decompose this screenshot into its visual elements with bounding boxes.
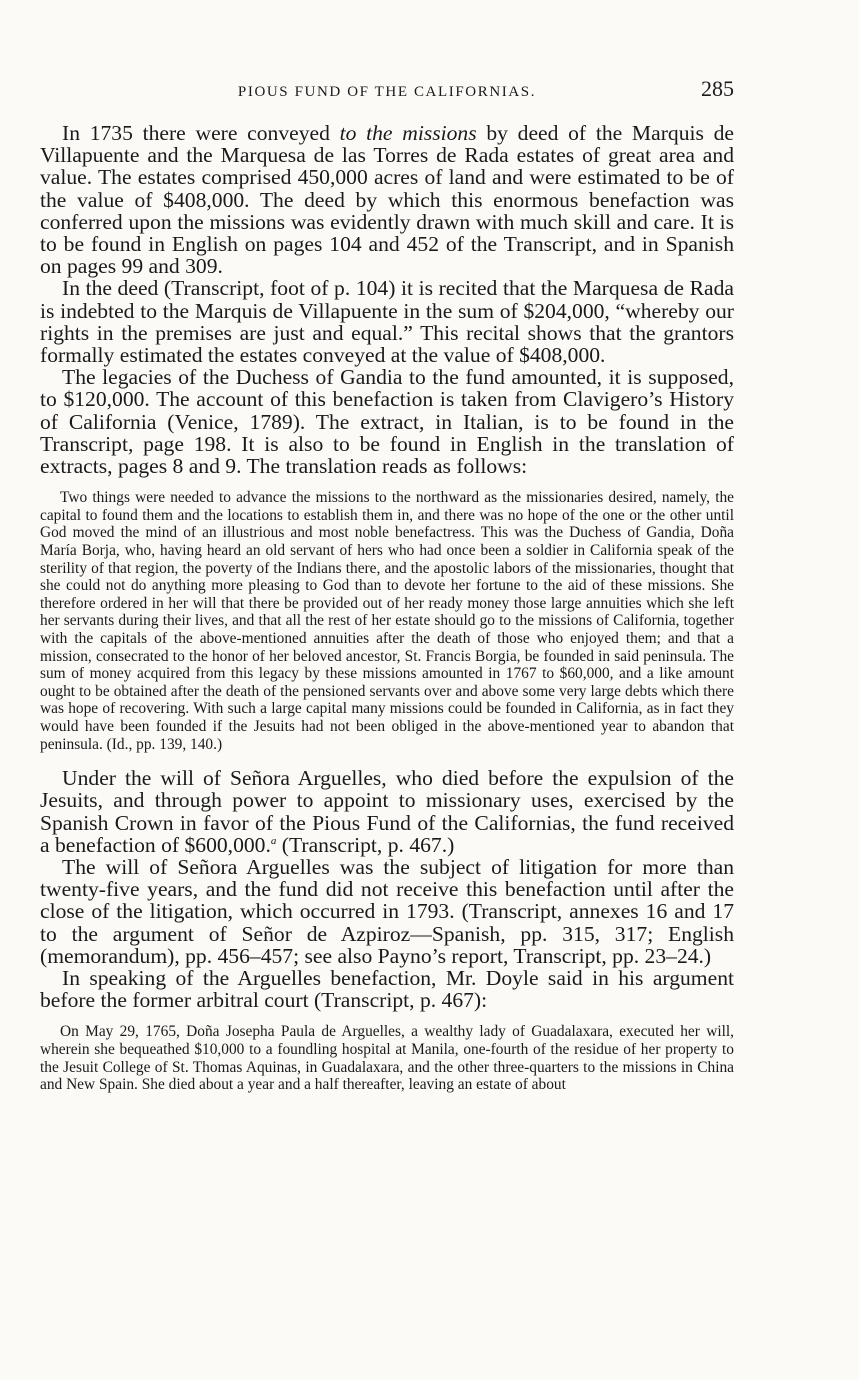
- paragraph-arguelles-litigation: The will of Señora Arguelles was the subject of litigation for more than twenty-five years, and the fund did not receive this benefaction until after the close of the litigation, which occurred in 1793. (Transcript, annexes 16 and 17 to the argument of Señor de Azpiroz—Spanish, pp. 315, 317; English (memorandum), pp. 456–457; see also Payno’s report, Transcript, pp. 23–24.): [40, 854, 734, 968]
- paragraph-text: by deed of the Marquis de Villapuente and the Marquesa de las Torres de Rada estates of great area and value. The estates comprised 450,000 acres of land and were estimated to be of the value of $408,000. The deed by which this enormous benefaction was conferred upon the missions was evidently drawn with much skill and care. It is to be found in English on pages 104 and 452 of the Transcript, and in Spanish on pages 99 and 309.: [40, 121, 735, 279]
- paragraph-doyle-argument: In speaking of the Arguelles benefaction, Mr. Doyle said in his argument before the former arbitral court (Transcript, p. 467):: [40, 965, 734, 1013]
- extract-doyle-quote: On May 29, 1765, Doña Josepha Paula de Arguelles, a wealthy lady of Guadalaxara, executed her will, wherein she bequeathed $10,000 to a foundling hospital at Manila, one-fourth of the residue of her property to the Jesuit College of St. Thomas Aquinas, in Guadalaxara, and the other three-quarters to the missions in China and New Spain. She died about a year and a half thereafter, leaving an estate of about: [40, 1023, 734, 1094]
- paragraph-arguelles-will: [40, 767, 734, 856]
- paragraph-text: (Transcript, p. 467.): [276, 832, 455, 857]
- footnote-mark: a: [270, 834, 277, 847]
- running-title: PIOUS FUND OF THE CALIFORNIAS.: [237, 84, 537, 100]
- paragraph-villapuente-deed: [40, 122, 734, 277]
- page-header: [40, 72, 734, 108]
- page-number: 285: [701, 76, 734, 101]
- paragraph-text: In 1735 there were conveyed: [62, 121, 340, 145]
- paragraph-deed-recital: In the deed (Transcript, foot of p. 104) it is recited that the Marquesa de Rada is indebted to the Marquis de Villapuente in the sum of $204,000, “whereby our rights in the premises are just and equal.” This recital shows that the grantors formally estimated the estates conveyed at the value of $408,000.: [40, 276, 734, 368]
- paragraph-gandia-legacies: The legacies of the Duchess of Gandia to the fund amounted, it is supposed, to $120,000. The account of this benefaction is taken from Clavigero’s History of California (Venice, 1789). The extract, in Italian, is to be found in the Transcript, page 198. It is also to be found in English in the translation of extracts, pages 8 and 9. The translation reads as follows:: [40, 365, 734, 479]
- document-page: [40, 72, 734, 1094]
- emphasis-to-the-missions: to the missions: [339, 121, 477, 145]
- extract-clavigero-translation: Two things were needed to advance the missions to the northward as the missionaries desired, namely, the capital to found them and the locations to establish them in, and there was no hope of the one or the other until God moved the mind of an illustrious and most noble benefactress. This was the Duchess of Gandia, Doña María Borja, who, having heard an old servant of hers who had once been a soldier in California speak of the sterility of that region, the poverty of the Indians there, and the apostolic labors of the missionaries, thought that she could not do anything more pleasing to God than to devote her fortune to the aid of these missions. She therefore ordered in her will that there be provided out of her ready money those large annuities which she left her servants during their lives, and that all the rest of her estate should go to the missions of California, together with the capitals of the above-mentioned annuities after the death of those who enjoyed them; and that a mission, consecrated to the honor of her beloved ancestor, St. Francis Borgia, be founded in said peninsula. The sum of money acquired from this legacy by these missions amounted in 1767 to $60,000, and a like amount ought to be obtained after the death of the pensioned servants over and above some very large debts which there was hope of recovering. With such a large capital many missions could be founded in California, as in fact they would have been founded if the Jesuits had not been obliged in the above-mentioned year to abandon that peninsula. (Id., pp. 139, 140.): [40, 489, 734, 753]
- paragraph-text: Under the will of Señora Arguelles, who died before the expulsion of the Jesuits, and through power to appoint to missionary uses, exercised by the Spanish Crown in favor of the Pious Fund of the Californias, the fund received a benefaction of $600,000.: [40, 766, 734, 857]
